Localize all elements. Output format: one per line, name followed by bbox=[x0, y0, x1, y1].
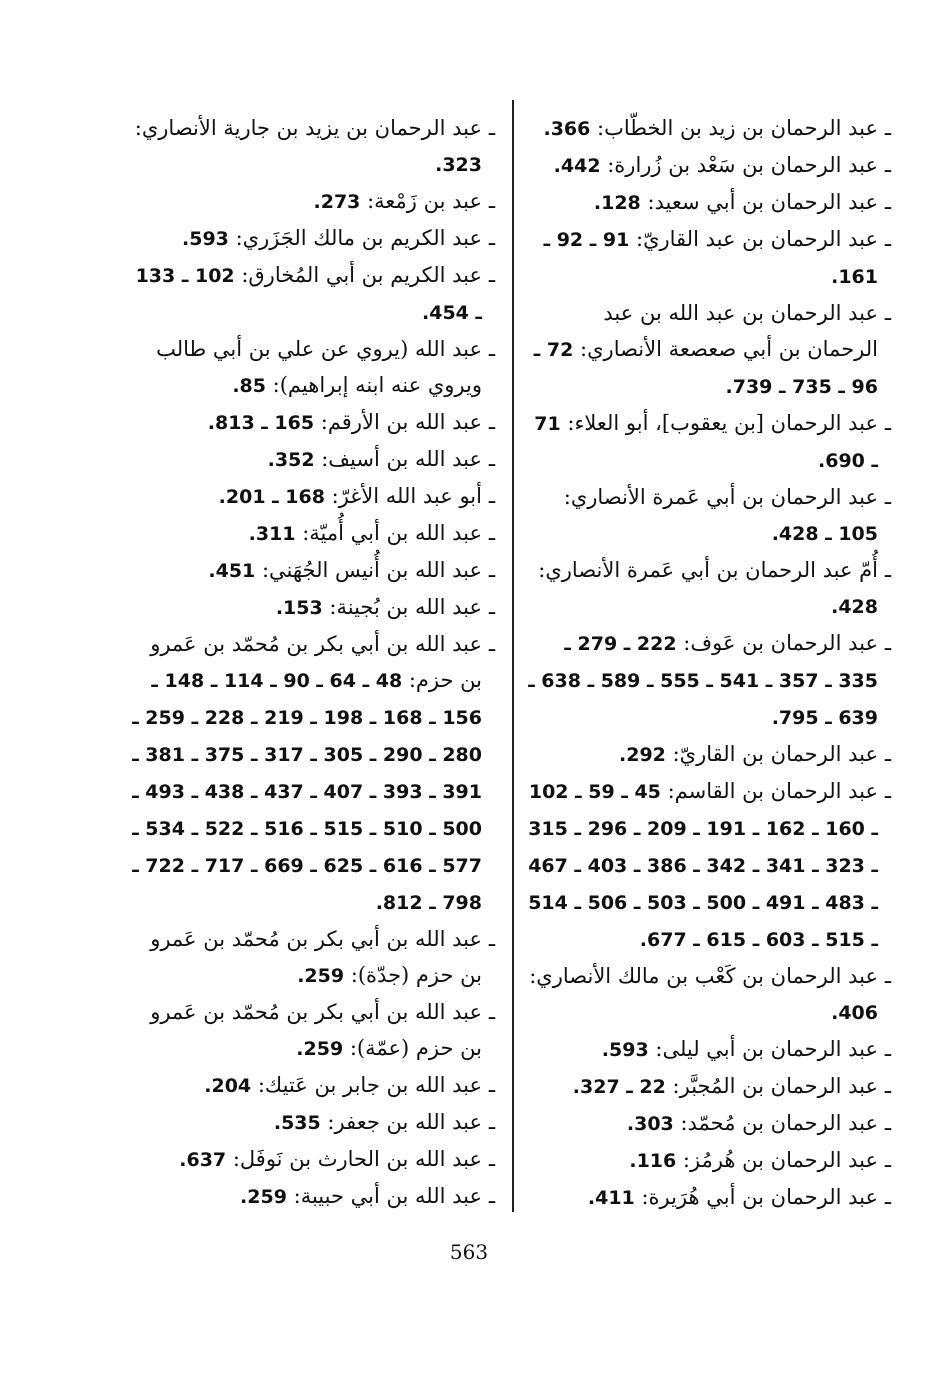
entry-name: عبد بن زَمْعة: bbox=[360, 189, 482, 213]
index-column-right bbox=[526, 110, 898, 1216]
entry-dash: ـ bbox=[884, 964, 892, 988]
entry-page-refs: 323. bbox=[435, 154, 482, 176]
entry-dash: ـ bbox=[488, 189, 496, 213]
index-entry bbox=[130, 331, 502, 404]
entry-dash: ـ bbox=[884, 301, 892, 325]
entry-name: عبد الرحمان بن سَعْد بن زُرارة: bbox=[600, 153, 878, 177]
index-entry bbox=[130, 478, 502, 515]
entry-name: عبد الله بن أبي أُميّة: bbox=[295, 521, 482, 545]
index-entry bbox=[526, 110, 898, 147]
index-entry bbox=[526, 1142, 898, 1179]
entry-dash: ـ bbox=[884, 411, 892, 435]
index-entry bbox=[526, 1105, 898, 1142]
entry-page-refs: 366. bbox=[543, 118, 591, 140]
entry-name: عبد الله بن بُجينة: bbox=[322, 595, 482, 619]
entry-name: عبد الله بن أبي حبيبة: bbox=[286, 1184, 482, 1208]
entry-dash: ـ bbox=[884, 631, 892, 655]
index-entry bbox=[526, 958, 898, 1031]
entry-dash: ـ bbox=[488, 927, 496, 951]
entry-name: عبد الله بن أبي بكر بن مُحمّد بن عَمرو بن حزم (جدّة): bbox=[150, 927, 482, 987]
index-entry bbox=[130, 515, 502, 552]
index-entry bbox=[526, 736, 898, 773]
entry-name: عبد الكريم بن مالك الجَزَري: bbox=[228, 226, 482, 250]
entry-name: عبد الله (يروي عن علي بن أبي طالب ويروي عنه ابنه إبراهيم): bbox=[156, 337, 482, 397]
entry-dash: ـ bbox=[884, 779, 892, 803]
entry-page-refs: 102 ـ 133 ـ 454. bbox=[135, 265, 482, 324]
entry-dash: ـ bbox=[488, 263, 496, 287]
entry-dash: ـ bbox=[488, 116, 496, 140]
index-column-left bbox=[130, 110, 502, 1215]
entry-dash: ـ bbox=[884, 485, 892, 509]
entry-name: عبد الكريم بن أبي المُخارق: bbox=[234, 263, 482, 287]
entry-page-refs: 259. bbox=[297, 965, 345, 987]
entry-name: عبد الرحمان بن عبد الله بن عبد الرحمان بن أبي صعصعة الأنصاري: bbox=[573, 301, 878, 361]
index-entry bbox=[130, 1067, 502, 1104]
index-entry bbox=[526, 405, 898, 479]
entry-dash: ـ bbox=[884, 116, 892, 140]
entry-page-refs: 22 ـ 327. bbox=[572, 1076, 666, 1098]
entry-dash: ـ bbox=[488, 1147, 496, 1171]
entry-name: عبد الله بن جابر بن عَتيك: bbox=[251, 1073, 482, 1097]
entry-page-refs: 222 ـ 279 ـ 335 ـ 357 ـ 541 ـ 555 ـ 589 ـ 638 ـ 639 ـ 795. bbox=[528, 633, 878, 729]
entry-page-refs: 292. bbox=[619, 744, 666, 766]
entry-dash: ـ bbox=[488, 521, 496, 545]
entry-page-refs: 311. bbox=[248, 523, 296, 545]
entry-page-refs: 411. bbox=[587, 1187, 635, 1209]
entry-name: عبد الرحمان بن أبي عَمرة الأنصاري: bbox=[563, 485, 878, 509]
entry-name: عبد الرحمان بن المُجبَّر: bbox=[665, 1074, 878, 1098]
entry-page-refs: 593. bbox=[601, 1039, 649, 1061]
entry-name: عبد الرحمان بن كَعْب بن مالك الأنصاري: bbox=[529, 964, 878, 988]
index-entry bbox=[130, 257, 502, 331]
entry-page-refs: 116. bbox=[629, 1150, 677, 1172]
entry-name: عبد الله بن أسيف: bbox=[314, 447, 482, 471]
entry-dash: ـ bbox=[488, 484, 496, 508]
entry-page-refs: 593. bbox=[182, 228, 229, 250]
entry-dash: ـ bbox=[884, 558, 892, 582]
entry-page-refs: 85. bbox=[232, 375, 266, 397]
entry-page-refs: 535. bbox=[273, 1112, 321, 1134]
entry-name: عبد الرحمان [بن يعقوب]، أبو العلاء: bbox=[560, 411, 878, 435]
entry-dash: ـ bbox=[488, 1110, 496, 1134]
entry-page-refs: 48 ـ 64 ـ 90 ـ 114 ـ 148 ـ 156 ـ 168 ـ 198 ـ 219 ـ 228 ـ 259 ـ 280 ـ 290 ـ 305 ـ 317 ـ 375 ـ 381 ـ 391 ـ 393 ـ 407 ـ 437 ـ 438 ـ 493 ـ 500 ـ 510 ـ 515 ـ 516 ـ 522 ـ 534 ـ 577 ـ 616 ـ 625 ـ 669 ـ 717 ـ 722 ـ 798 ـ 812. bbox=[132, 670, 482, 914]
entry-page-refs: 303. bbox=[626, 1113, 674, 1135]
entry-dash: ـ bbox=[884, 1037, 892, 1061]
index-entry bbox=[526, 1068, 898, 1105]
index-entry bbox=[130, 404, 502, 441]
index-entry bbox=[130, 921, 502, 994]
entry-dash: ـ bbox=[884, 190, 892, 214]
index-entry bbox=[526, 147, 898, 184]
entry-name: عبد الرحمان بن يزيد بن جارية الأنصاري: bbox=[134, 116, 482, 140]
index-entry bbox=[526, 552, 898, 625]
index-entry bbox=[130, 1178, 502, 1215]
entry-name: عبد الله بن أبي بكر بن مُحمّد بن عَمرو بن حزم (عمّة): bbox=[150, 1000, 482, 1060]
entry-name: أبو عبد الله الأغرّ: bbox=[324, 484, 482, 508]
index-entry bbox=[130, 220, 502, 257]
entry-dash: ـ bbox=[884, 1185, 892, 1209]
entry-page-refs: 165 ـ 813. bbox=[207, 412, 315, 434]
index-entry bbox=[526, 1031, 898, 1068]
index-entry bbox=[526, 295, 898, 405]
entry-name: عبد الرحمان بن أبي هُرَيرة: bbox=[634, 1185, 878, 1209]
index-entry bbox=[130, 441, 502, 478]
page-number: 563 bbox=[449, 1240, 489, 1264]
entry-page-refs: 128. bbox=[593, 192, 641, 214]
entry-page-refs: 259. bbox=[240, 1186, 287, 1208]
index-entry bbox=[526, 184, 898, 221]
entry-dash: ـ bbox=[884, 742, 892, 766]
entry-name: عبد الرحمان بن القاريّ: bbox=[665, 742, 878, 766]
index-entry bbox=[130, 110, 502, 183]
entry-page-refs: 204. bbox=[204, 1075, 252, 1097]
index-entry bbox=[526, 1179, 898, 1216]
entry-name: عبد الرحمان بن عبد القاريّ: bbox=[629, 227, 878, 251]
column-divider bbox=[512, 100, 514, 1212]
entry-dash: ـ bbox=[488, 1073, 496, 1097]
entry-dash: ـ bbox=[884, 227, 892, 251]
index-entry bbox=[130, 994, 502, 1067]
entry-dash: ـ bbox=[488, 558, 496, 582]
entry-page-refs: 352. bbox=[267, 449, 315, 471]
entry-dash: ـ bbox=[488, 226, 496, 250]
entry-page-refs: 153. bbox=[275, 597, 323, 619]
entry-name: عبد الرحمان بن أبي سعيد: bbox=[640, 190, 878, 214]
entry-dash: ـ bbox=[884, 153, 892, 177]
entry-dash: ـ bbox=[884, 1111, 892, 1135]
entry-page-refs: 428. bbox=[831, 596, 878, 618]
entry-page-refs: 442. bbox=[553, 155, 601, 177]
entry-page-refs: 273. bbox=[313, 191, 361, 213]
entry-name: عبد الرحمان بن القاسم: bbox=[660, 779, 878, 803]
entry-page-refs: 105 ـ 428. bbox=[771, 523, 878, 545]
entry-page-refs: 451. bbox=[208, 560, 256, 582]
entry-page-refs: 637. bbox=[179, 1149, 227, 1171]
entry-dash: ـ bbox=[488, 447, 496, 471]
entry-page-refs: 71 ـ 690. bbox=[534, 413, 878, 472]
entry-page-refs: 91 ـ 92 ـ 161. bbox=[543, 229, 878, 288]
index-entry bbox=[130, 1141, 502, 1178]
entry-dash: ـ bbox=[488, 595, 496, 619]
entry-name: عبد الرحمان بن أبي ليلى: bbox=[648, 1037, 878, 1061]
entry-name: عبد الرحمان بن هُرمُز: bbox=[676, 1148, 878, 1172]
entry-name: عبد الله بن الحارث بن نَوفَل: bbox=[226, 1147, 482, 1171]
entry-name: عبد الرحمان بن مُحمّد: bbox=[673, 1111, 878, 1135]
entry-name: أُمّ عبد الرحمان بن أبي عَمرة الأنصاري: bbox=[538, 558, 878, 582]
entry-dash: ـ bbox=[488, 1184, 496, 1208]
entry-page-refs: 45 ـ 59 ـ 102 ـ 160 ـ 162 ـ 191 ـ 209 ـ 296 ـ 315 ـ 323 ـ 341 ـ 342 ـ 386 ـ 403 ـ 467 ـ 483 ـ 491 ـ 500 ـ 503 ـ 506 ـ 514 ـ 515 ـ 603 ـ 615 ـ 677. bbox=[528, 781, 878, 951]
entry-dash: ـ bbox=[488, 410, 496, 434]
entry-page-refs: 72 ـ 96 ـ 735 ـ 739. bbox=[533, 339, 878, 398]
entry-name: عبد الرحمان بن عَوف: bbox=[676, 631, 878, 655]
index-entry bbox=[130, 552, 502, 589]
entry-dash: ـ bbox=[884, 1148, 892, 1172]
entry-page-refs: 168 ـ 201. bbox=[218, 486, 325, 508]
index-entry bbox=[130, 183, 502, 220]
entry-page-refs: 406. bbox=[831, 1002, 878, 1024]
entry-page-refs: 259. bbox=[296, 1038, 344, 1060]
entry-dash: ـ bbox=[884, 1074, 892, 1098]
index-entry bbox=[526, 479, 898, 552]
entry-name: عبد الله بن جعفر: bbox=[320, 1110, 482, 1134]
entry-name: عبد الله بن أُنيس الجُهَني: bbox=[255, 558, 482, 582]
entry-name: عبد الله بن الأرقم: bbox=[314, 410, 482, 434]
index-entry bbox=[130, 1104, 502, 1141]
index-entry bbox=[130, 589, 502, 626]
entry-dash: ـ bbox=[488, 1000, 496, 1024]
index-entry bbox=[526, 221, 898, 295]
entry-dash: ـ bbox=[488, 337, 496, 361]
index-entry bbox=[130, 626, 502, 921]
index-entry bbox=[526, 625, 898, 736]
entry-name: عبد الرحمان بن زيد بن الخطّاب: bbox=[590, 116, 878, 140]
entry-dash: ـ bbox=[488, 632, 496, 656]
entry-name: عبد الله بن أبي بكر بن مُحمّد بن عَمرو بن حزم: bbox=[150, 632, 482, 692]
index-entry bbox=[526, 773, 898, 958]
